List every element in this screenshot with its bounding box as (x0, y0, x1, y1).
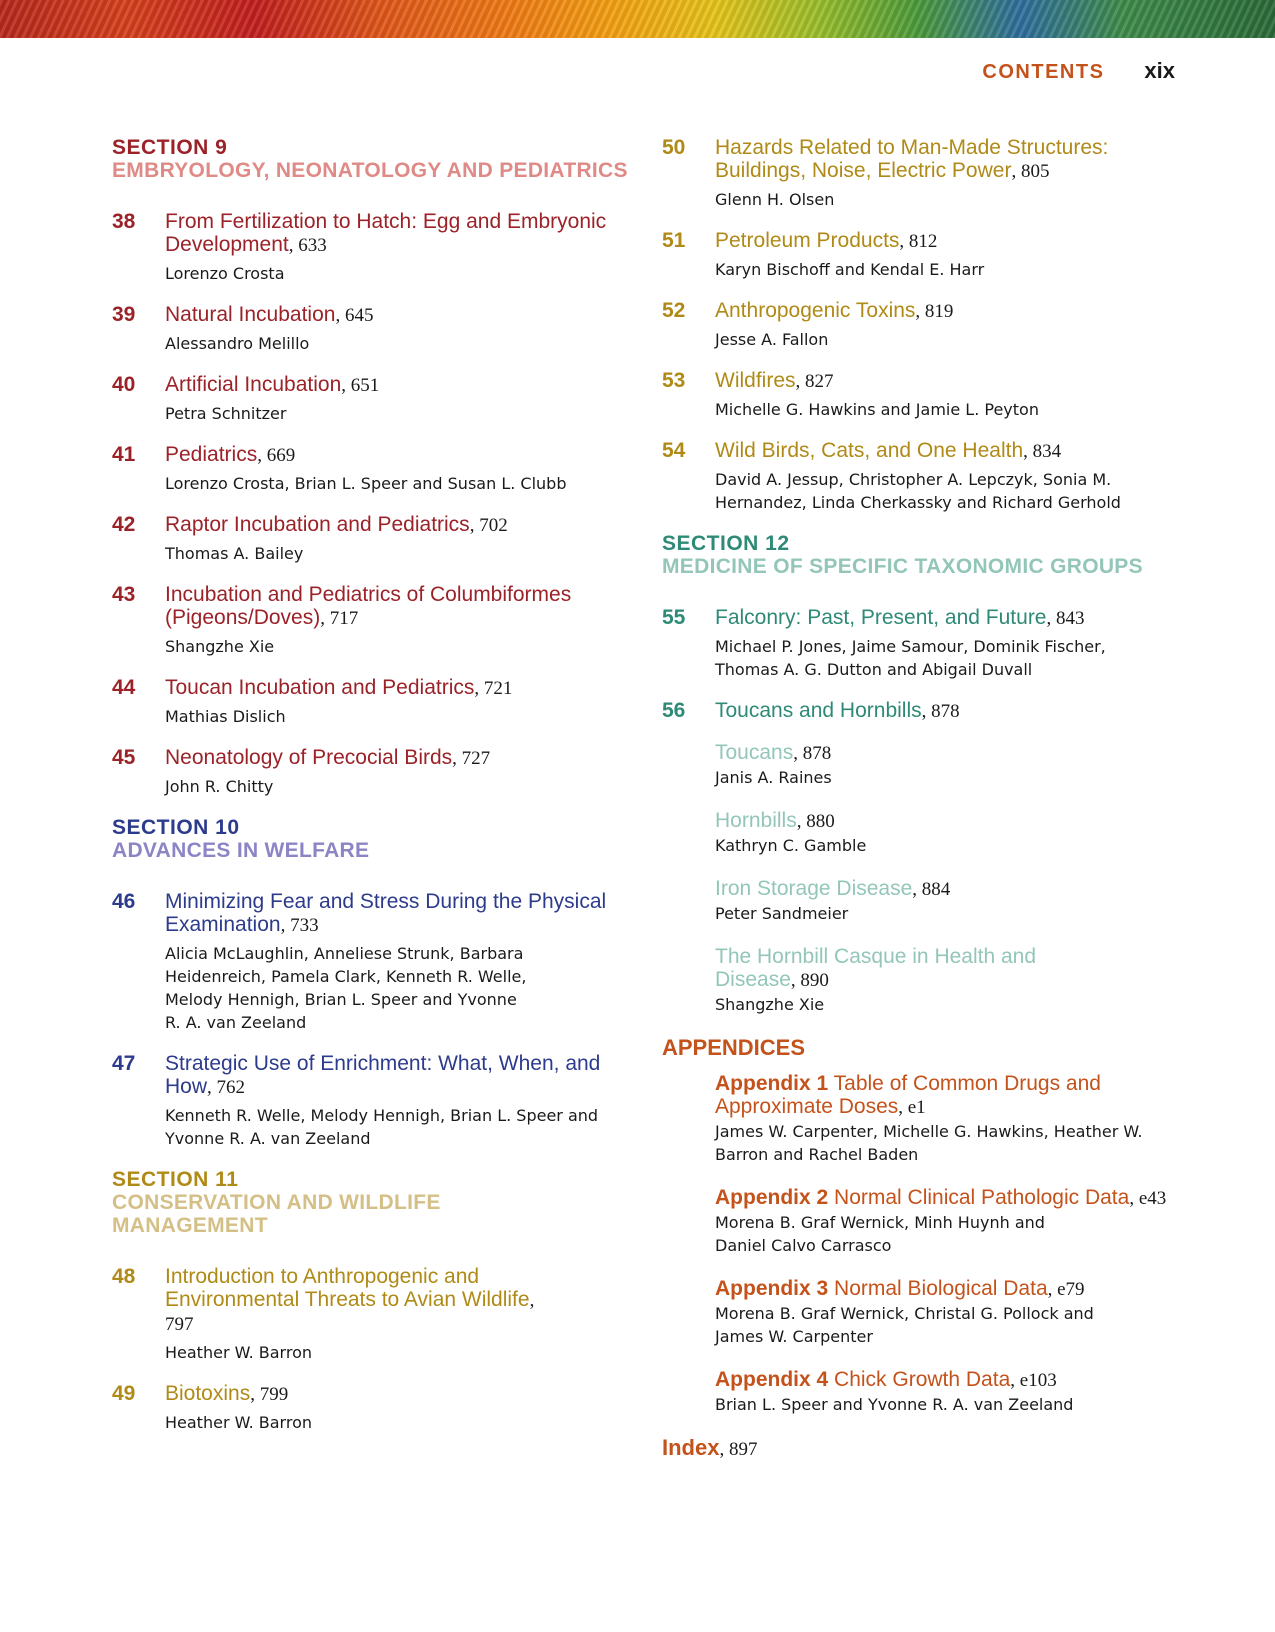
sub-entry-authors: Kathryn C. Gamble (715, 836, 867, 855)
appendix-label: Appendix 3 (715, 1277, 829, 1300)
sub-entry-page: , 884 (912, 879, 951, 900)
section-heading (112, 136, 632, 182)
chapter-number: 56 (662, 699, 686, 722)
section-number: SECTION 11 (112, 1168, 239, 1191)
appendix-authors: Morena B. Graf Wernick, Christal G. Pollock and James W. Carpenter (715, 1304, 1094, 1346)
chapter-authors: Alessandro Melillo (165, 334, 310, 353)
chapter-page: , 702 (469, 515, 508, 536)
chapter-page: , 834 (1023, 441, 1062, 462)
section-number: SECTION 12 (662, 532, 790, 555)
chapter-number: 51 (662, 229, 686, 252)
sub-entry[interactable] (715, 741, 1182, 789)
appendix-entry[interactable] (715, 1277, 1182, 1348)
appendix-page: , e79 (1047, 1279, 1085, 1300)
chapter-entry[interactable] (112, 513, 632, 565)
chapter-title: Neonatology of Precocial Birds (165, 746, 453, 769)
feather-banner (0, 0, 1275, 38)
sub-entry-title: The Hornbill Casque in Health and Disease (715, 945, 1037, 991)
chapter-number: 40 (112, 373, 136, 396)
chapter-authors: David A. Jessup, Christopher A. Lepczyk, Sonia M. Hernandez, Linda Cherkassky and Richard Gerhold (715, 470, 1121, 512)
chapter-title: Toucans and Hornbills (715, 699, 922, 722)
chapter-entry[interactable] (112, 443, 632, 495)
chapter-entry[interactable] (662, 369, 1182, 421)
chapter-entry[interactable] (112, 746, 632, 798)
running-head-label: CONTENTS (982, 61, 1105, 83)
sub-entry-page: , 890 (790, 970, 829, 991)
section-number: SECTION 9 (112, 136, 228, 159)
chapter-number: 41 (112, 443, 136, 466)
chapter-page: , 878 (921, 701, 960, 722)
chapter-entry[interactable] (112, 1052, 632, 1150)
appendix-title: Normal Clinical Pathologic Data (834, 1186, 1130, 1209)
chapter-page: , 805 (1011, 161, 1050, 182)
chapter-authors: Michelle G. Hawkins and Jamie L. Peyton (715, 400, 1039, 419)
chapter-authors: Kenneth R. Welle, Melody Hennigh, Brian L. Speer and Yvonne R. A. van Zeeland (165, 1106, 599, 1148)
appendix-title: Normal Biological Data (834, 1277, 1048, 1300)
chapter-number: 54 (662, 439, 686, 462)
chapter-title: Strategic Use of Enrichment: What, When, and How (165, 1052, 601, 1098)
sub-entry-authors: Shangzhe Xie (715, 995, 825, 1014)
appendix-page: , e1 (898, 1097, 926, 1118)
chapter-page: , 843 (1046, 608, 1085, 629)
chapter-entry[interactable] (662, 229, 1182, 281)
chapter-number: 38 (112, 210, 136, 233)
appendix-authors: Brian L. Speer and Yvonne R. A. van Zeeland (715, 1395, 1074, 1414)
chapter-authors: Thomas A. Bailey (165, 544, 304, 563)
chapter-entry[interactable] (112, 373, 632, 425)
section-heading (112, 1168, 632, 1237)
chapter-page: , 651 (341, 375, 380, 396)
chapter-title: Anthropogenic Toxins (715, 299, 916, 322)
chapter-title: Falconry: Past, Present, and Future (715, 606, 1047, 629)
chapter-entry[interactable] (112, 583, 632, 658)
chapter-number: 55 (662, 606, 686, 629)
chapter-number: 39 (112, 303, 136, 326)
chapter-authors: Alicia McLaughlin, Anneliese Strunk, Barbara Heidenreich, Pamela Clark, Kenneth R. Welle, Melody Hennigh, Brian L. Speer and Yvonne R. A. van Zeeland (165, 944, 527, 1032)
appendix-entry[interactable] (715, 1368, 1182, 1416)
chapter-page: , 819 (915, 301, 954, 322)
sub-entry-authors: Janis A. Raines (715, 768, 832, 787)
page-number: xix (1144, 58, 1175, 83)
section-title: ADVANCES IN WELFARE (112, 839, 370, 862)
chapter-authors: Jesse A. Fallon (715, 330, 829, 349)
chapter-authors: Shangzhe Xie (165, 637, 275, 656)
chapter-entry[interactable] (662, 699, 1182, 723)
chapter-authors: Karyn Bischoff and Kendal E. Harr (715, 260, 985, 279)
section-12 (662, 532, 1182, 1016)
left-column (112, 136, 632, 1452)
sub-entry-title: Hornbills (715, 809, 797, 832)
chapter-page: , 645 (335, 305, 374, 326)
chapter-title: Hazards Related to Man-Made Structures: Buildings, Noise, Electric Power (715, 136, 1109, 182)
sub-entry[interactable] (715, 877, 1182, 925)
chapter-authors: Glenn H. Olsen (715, 190, 835, 209)
sub-entry[interactable] (715, 809, 1182, 857)
chapter-entry[interactable] (112, 890, 632, 1034)
chapter-authors: Heather W. Barron (165, 1413, 312, 1432)
appendix-authors: James W. Carpenter, Michelle G. Hawkins, Heather W. Barron and Rachel Baden (715, 1122, 1143, 1164)
chapter-number: 44 (112, 676, 136, 699)
index-label: Index (662, 1435, 720, 1460)
section-9 (112, 136, 632, 798)
chapter-page: , 717 (320, 608, 359, 629)
section-11-continued (662, 136, 1182, 514)
chapter-number: 50 (662, 136, 686, 159)
chapter-title: Biotoxins (165, 1382, 251, 1405)
sub-entry-title: Iron Storage Disease (715, 877, 913, 900)
chapter-number: 52 (662, 299, 686, 322)
chapter-entry[interactable] (662, 606, 1182, 681)
chapter-title: Minimizing Fear and Stress During the Physical Examination (165, 890, 607, 936)
chapter-title: Wild Birds, Cats, and One Health (715, 439, 1024, 462)
chapter-number: 43 (112, 583, 136, 606)
chapter-page: , 633 (288, 235, 327, 256)
index-entry[interactable] (662, 1436, 1182, 1462)
chapter-title: Pediatrics (165, 443, 258, 466)
section-10 (112, 816, 632, 1150)
chapter-title: Toucan Incubation and Pediatrics (165, 676, 475, 699)
section-title: CONSERVATION AND WILDLIFE MANAGEMENT (112, 1191, 441, 1237)
section-11 (112, 1168, 632, 1434)
chapter-entry[interactable] (112, 1382, 632, 1434)
chapter-authors: Michael P. Jones, Jaime Samour, Dominik Fischer, Thomas A. G. Dutton and Abigail Duvall (715, 637, 1106, 679)
chapter-number: 45 (112, 746, 136, 769)
appendices-heading: APPENDICES (662, 1035, 806, 1060)
appendices (662, 1036, 1182, 1462)
appendix-page: , e43 (1129, 1188, 1167, 1209)
chapter-title: Incubation and Pediatrics of Columbiformes (Pigeons/Doves) (165, 583, 572, 629)
appendix-title: Table of Common Drugs and Approximate Doses (715, 1072, 1101, 1118)
chapter-entry[interactable] (662, 439, 1182, 514)
chapter-authors: Lorenzo Crosta (165, 264, 285, 283)
appendix-entry[interactable] (715, 1186, 1182, 1257)
chapter-entry[interactable] (112, 676, 632, 728)
index-page: , 897 (719, 1439, 758, 1460)
appendix-label: Appendix 4 (715, 1368, 829, 1391)
chapter-page: , 733 (280, 915, 319, 936)
chapter-entry[interactable] (112, 210, 632, 285)
appendix-label: Appendix 2 (715, 1186, 829, 1209)
appendix-authors: Morena B. Graf Wernick, Minh Huynh and Daniel Calvo Carrasco (715, 1213, 1045, 1255)
appendix-entry[interactable] (715, 1072, 1182, 1166)
running-head (982, 58, 1175, 84)
sub-entry[interactable] (715, 945, 1182, 1016)
sub-entry-page: , 880 (796, 811, 835, 832)
chapter-authors: John R. Chitty (165, 777, 274, 796)
chapter-entry[interactable] (662, 136, 1182, 211)
section-heading (112, 816, 632, 862)
chapter-page: , 827 (795, 371, 834, 392)
appendix-label: Appendix 1 (715, 1072, 829, 1095)
chapter-title: Petroleum Products (715, 229, 900, 252)
chapter-page: , 797 (165, 1290, 535, 1335)
chapter-entry[interactable] (112, 1265, 632, 1364)
chapter-number: 48 (112, 1265, 136, 1288)
sub-entry-page: , 878 (793, 743, 832, 764)
chapter-title: Natural Incubation (165, 303, 336, 326)
chapter-authors: Petra Schnitzer (165, 404, 287, 423)
chapter-number: 53 (662, 369, 686, 392)
section-title: EMBRYOLOGY, NEONATOLOGY AND PEDIATRICS (112, 159, 628, 182)
chapter-authors: Heather W. Barron (165, 1343, 312, 1362)
chapter-page: , 762 (207, 1077, 246, 1098)
section-number: SECTION 10 (112, 816, 240, 839)
section-title: MEDICINE OF SPECIFIC TAXONOMIC GROUPS (662, 555, 1143, 578)
chapter-authors: Mathias Dislich (165, 707, 286, 726)
chapter-number: 42 (112, 513, 136, 536)
chapter-number: 49 (112, 1382, 136, 1405)
appendix-page: , e103 (1010, 1370, 1057, 1391)
chapter-authors: Lorenzo Crosta, Brian L. Speer and Susan L. Clubb (165, 474, 567, 493)
right-column (662, 136, 1182, 1462)
chapter-number: 46 (112, 890, 136, 913)
chapter-title: From Fertilization to Hatch: Egg and Embryonic Development (165, 210, 607, 256)
section-heading (662, 532, 1182, 578)
chapter-page: , 812 (899, 231, 938, 252)
appendix-title: Chick Growth Data (834, 1368, 1011, 1391)
chapter-page: , 727 (452, 748, 491, 769)
chapter-number: 47 (112, 1052, 136, 1075)
chapter-page: , 669 (257, 445, 296, 466)
chapter-page: , 721 (474, 678, 513, 699)
chapter-title: Artificial Incubation (165, 373, 342, 396)
chapter-title: Raptor Incubation and Pediatrics (165, 513, 470, 536)
chapter-page: , 799 (250, 1384, 289, 1405)
chapter-entry[interactable] (662, 299, 1182, 351)
sub-entry-authors: Peter Sandmeier (715, 904, 849, 923)
chapter-title: Introduction to Anthropogenic and Environmental Threats to Avian Wildlife (165, 1265, 530, 1311)
sub-entry-title: Toucans (715, 741, 794, 764)
chapter-title: Wildfires (715, 369, 796, 392)
chapter-entry[interactable] (112, 303, 632, 355)
